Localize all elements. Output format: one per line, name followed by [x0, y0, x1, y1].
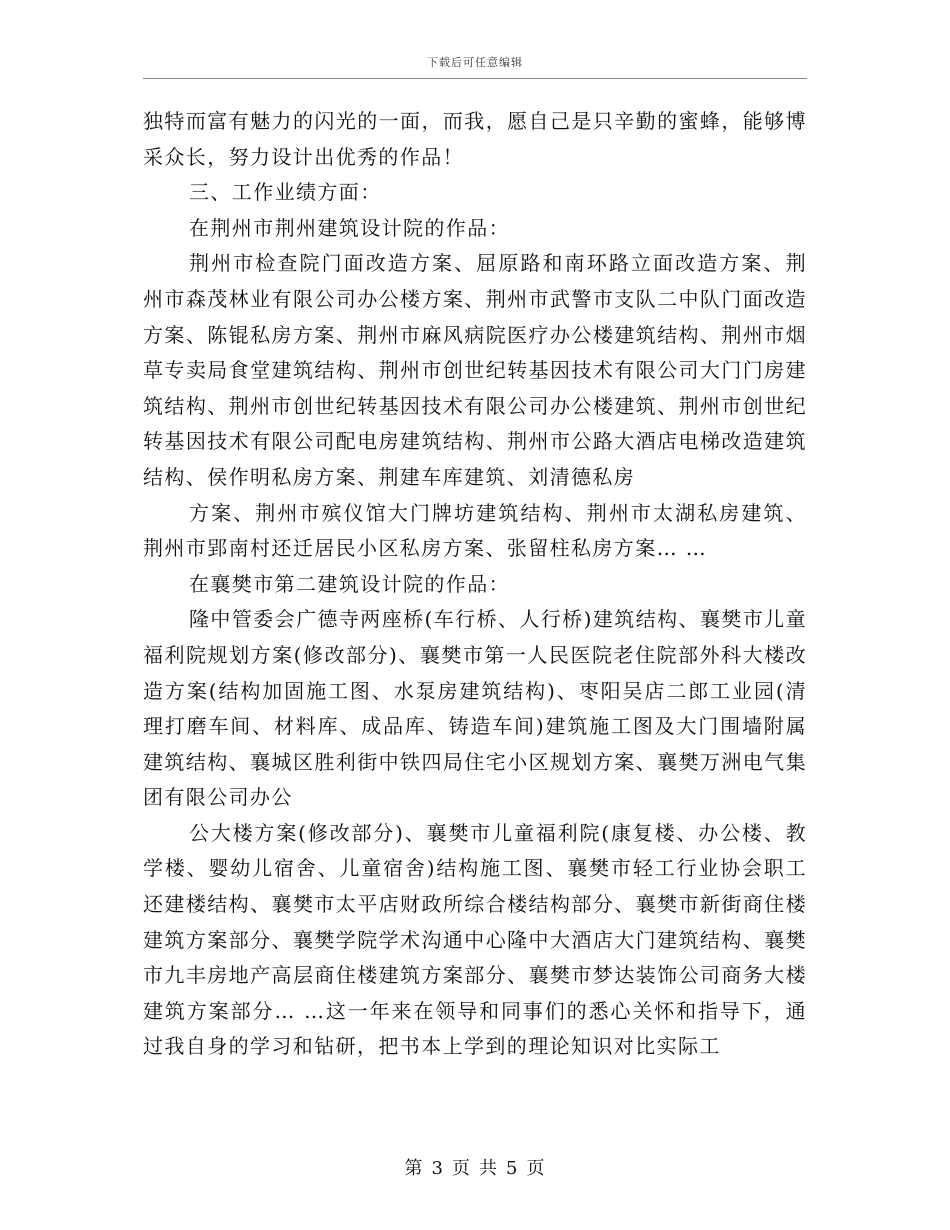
paragraph: 公大楼方案(修改部分)、襄樊市儿童福利院(康复楼、办公楼、教学楼、婴幼儿宿舍、儿童宿舍)结构施工图、襄樊市轻工行业协会职工还建楼结构、襄樊市太平店财政所综合楼结构部分、襄樊市新街商住楼建筑方案部分、襄樊学院学术沟通中心隆中大酒店大门建筑结构、襄樊市九丰房地产高层商住楼建筑方案部分、襄樊市梦达装饰公司商务大楼建筑方案部分… …这一年来在领导和同事们的悉心关怀和指导下，通过我自身的学习和钻研，把书本上学到的理论知识对比实际工 — [143, 820, 807, 1059]
footer-page-word: 页 — [452, 1158, 471, 1179]
header-divider — [143, 78, 807, 79]
page-header-note: 下载后可任意编辑 — [427, 56, 523, 69]
footer-total-label: 共 — [479, 1158, 498, 1179]
paragraph: 方案、荆州市殡仪馆大门牌坊建筑结构、荆州市太湖私房建筑、荆州市郢南村还迁居民小区私房方案、张留柱私房方案… … — [143, 500, 807, 561]
footer-prefix: 第 — [404, 1158, 424, 1179]
document-body — [143, 104, 807, 1065]
paragraph: 隆中管委会广德寺两座桥(车行桥、人行桥)建筑结构、襄樊市儿童福利院规划方案(修改部分)、襄樊市第一人民医院老住院部外科大楼改造方案(结构加固施工图、水泵房建筑结构)、枣阳吴店二郎工业园(清理打磨车间、材料库、成品库、铸造车间)建筑施工图及大门围墙附属建筑结构、襄城区胜利街中铁四局住宅小区规划方案、襄樊万洲电气集团有限公司办公 — [143, 607, 807, 810]
footer-suffix: 页 — [526, 1158, 546, 1179]
subsection-heading: 在荆州市荆州建筑设计院的作品： — [189, 215, 510, 240]
paragraph: 荆州市检查院门面改造方案、屈原路和南环路立面改造方案、荆州市森茂林业有限公司办公楼方案、荆州市武警市支队二中队门面改造方案、陈锟私房方案、荆州市麻风病院医疗办公楼建筑结构、荆州市烟草专卖局食堂建筑结构、荆州市创世纪转基因技术有限公司大门门房建筑结构、荆州市创世纪转基因技术有限公司办公楼建筑、荆州市创世纪转基因技术有限公司配电房建筑结构、荆州市公路大酒店电梯改造建筑结构、侯作明私房方案、荆建车库建筑、刘清德私房 — [143, 251, 807, 489]
section-heading: 三、工作业绩方面： — [189, 180, 382, 205]
page-footer — [0, 1154, 950, 1180]
subsection-heading: 在襄樊市第二建筑设计院的作品： — [189, 571, 510, 596]
footer-total-pages: 5 — [506, 1158, 519, 1179]
paragraph: 独特而富有魅力的闪光的一面，而我，愿自己是只辛勤的蜜蜂，能够博采众长，努力设计出优秀的作品！ — [143, 109, 807, 169]
footer-current-page: 3 — [431, 1158, 444, 1179]
